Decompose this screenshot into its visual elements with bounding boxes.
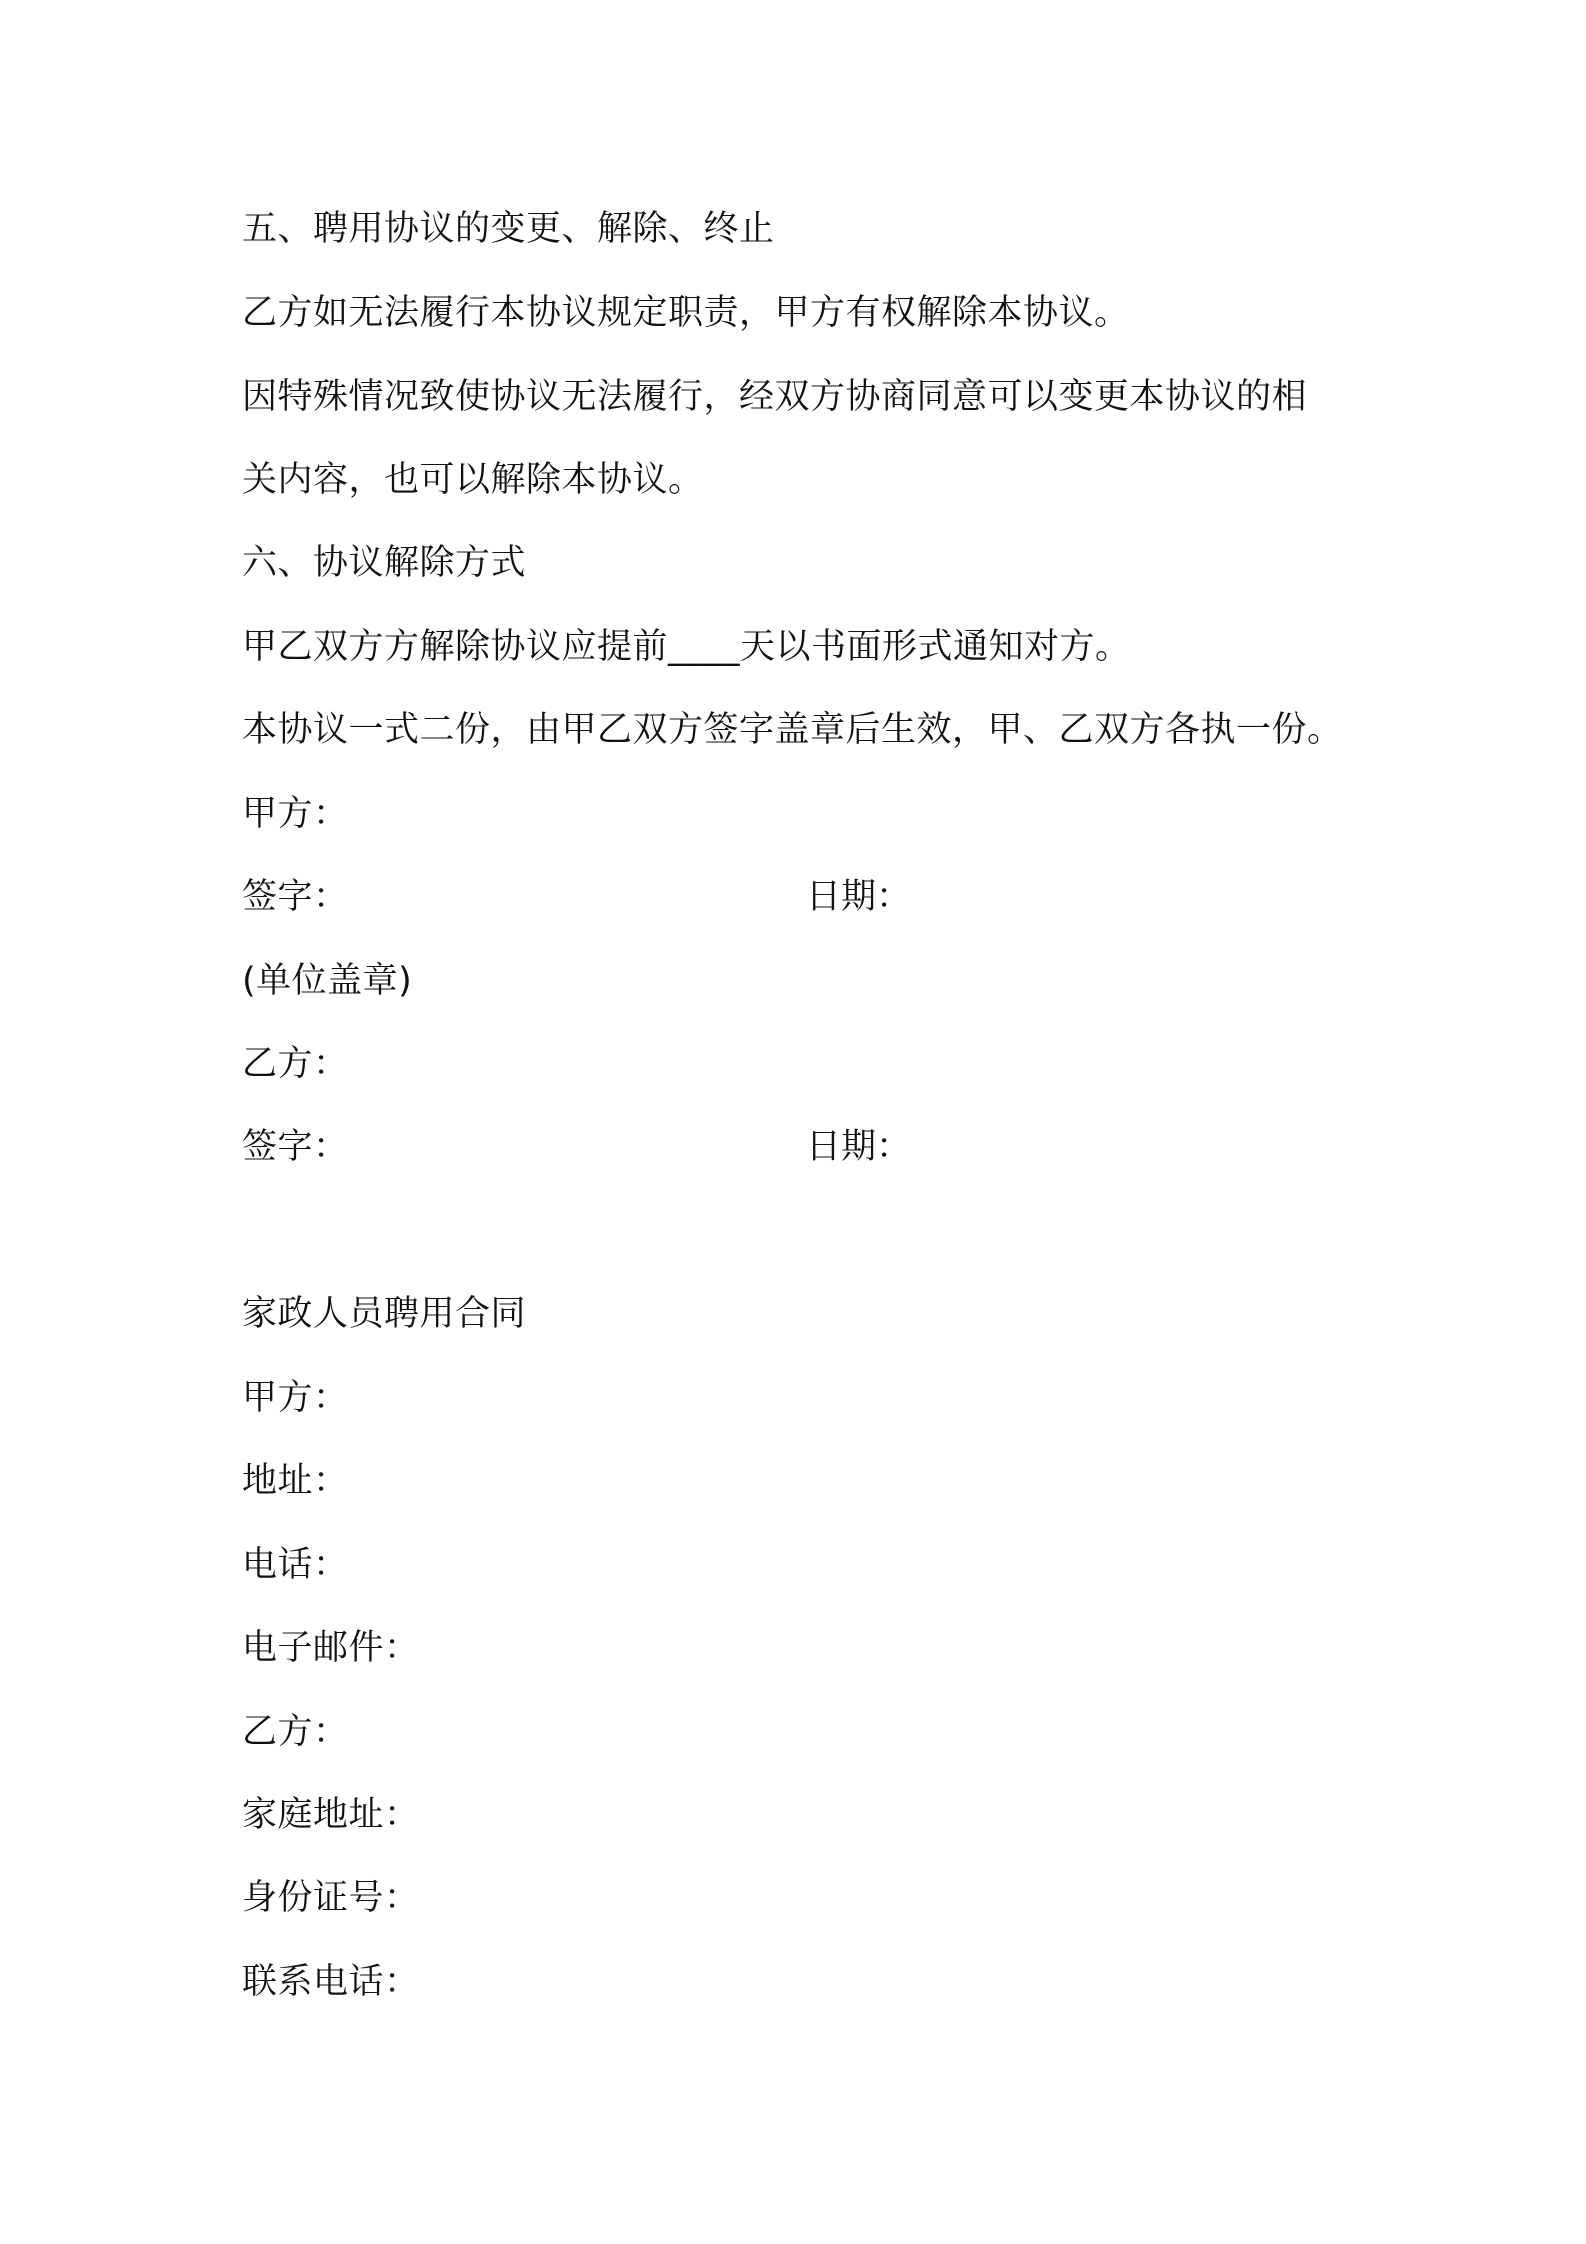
contract-party-b-label: 乙方：: [242, 1712, 349, 1752]
section-five-paragraph-2-line-1: 因特殊情况致使协议无法履行，经双方协商同意可以变更本协议的相: [242, 377, 1308, 417]
section-six-paragraph-2: 本协议一式二份，由甲乙双方签字盖章后生效，甲、乙双方各执一份。: [242, 710, 1343, 750]
contract-home-address-label: 家庭地址：: [242, 1795, 420, 1835]
section-five-heading: 五、聘用协议的变更、解除、终止: [242, 209, 775, 249]
section-five-paragraph-2-line-2: 关内容，也可以解除本协议。: [242, 460, 704, 500]
party-b-date-label: 日期：: [806, 1127, 912, 1167]
section-six-heading: 六、协议解除方式: [242, 543, 527, 583]
party-a-signature-label: 签字：: [242, 877, 349, 917]
party-a-label: 甲方：: [242, 794, 349, 834]
contract-id-number-label: 身份证号：: [242, 1878, 420, 1918]
contract-contact-phone-label: 联系电话：: [242, 1962, 420, 2002]
section-five-paragraph-1: 乙方如无法履行本协议规定职责，甲方有权解除本协议。: [242, 293, 1130, 333]
contract-title: 家政人员聘用合同: [242, 1294, 527, 1334]
party-b-label: 乙方：: [242, 1044, 349, 1084]
party-b-signature-label: 签字：: [242, 1127, 349, 1167]
party-a-seal-label: (单位盖章): [242, 961, 413, 1001]
contract-address-label: 地址：: [242, 1461, 349, 1501]
section-six-paragraph-1: 甲乙双方方解除协议应提前____天以书面形式通知对方。: [242, 627, 1131, 667]
contract-email-label: 电子邮件：: [242, 1628, 420, 1668]
contract-phone-label: 电话：: [242, 1545, 349, 1585]
party-a-date-label: 日期：: [806, 877, 912, 917]
contract-party-a-label: 甲方：: [242, 1378, 349, 1418]
